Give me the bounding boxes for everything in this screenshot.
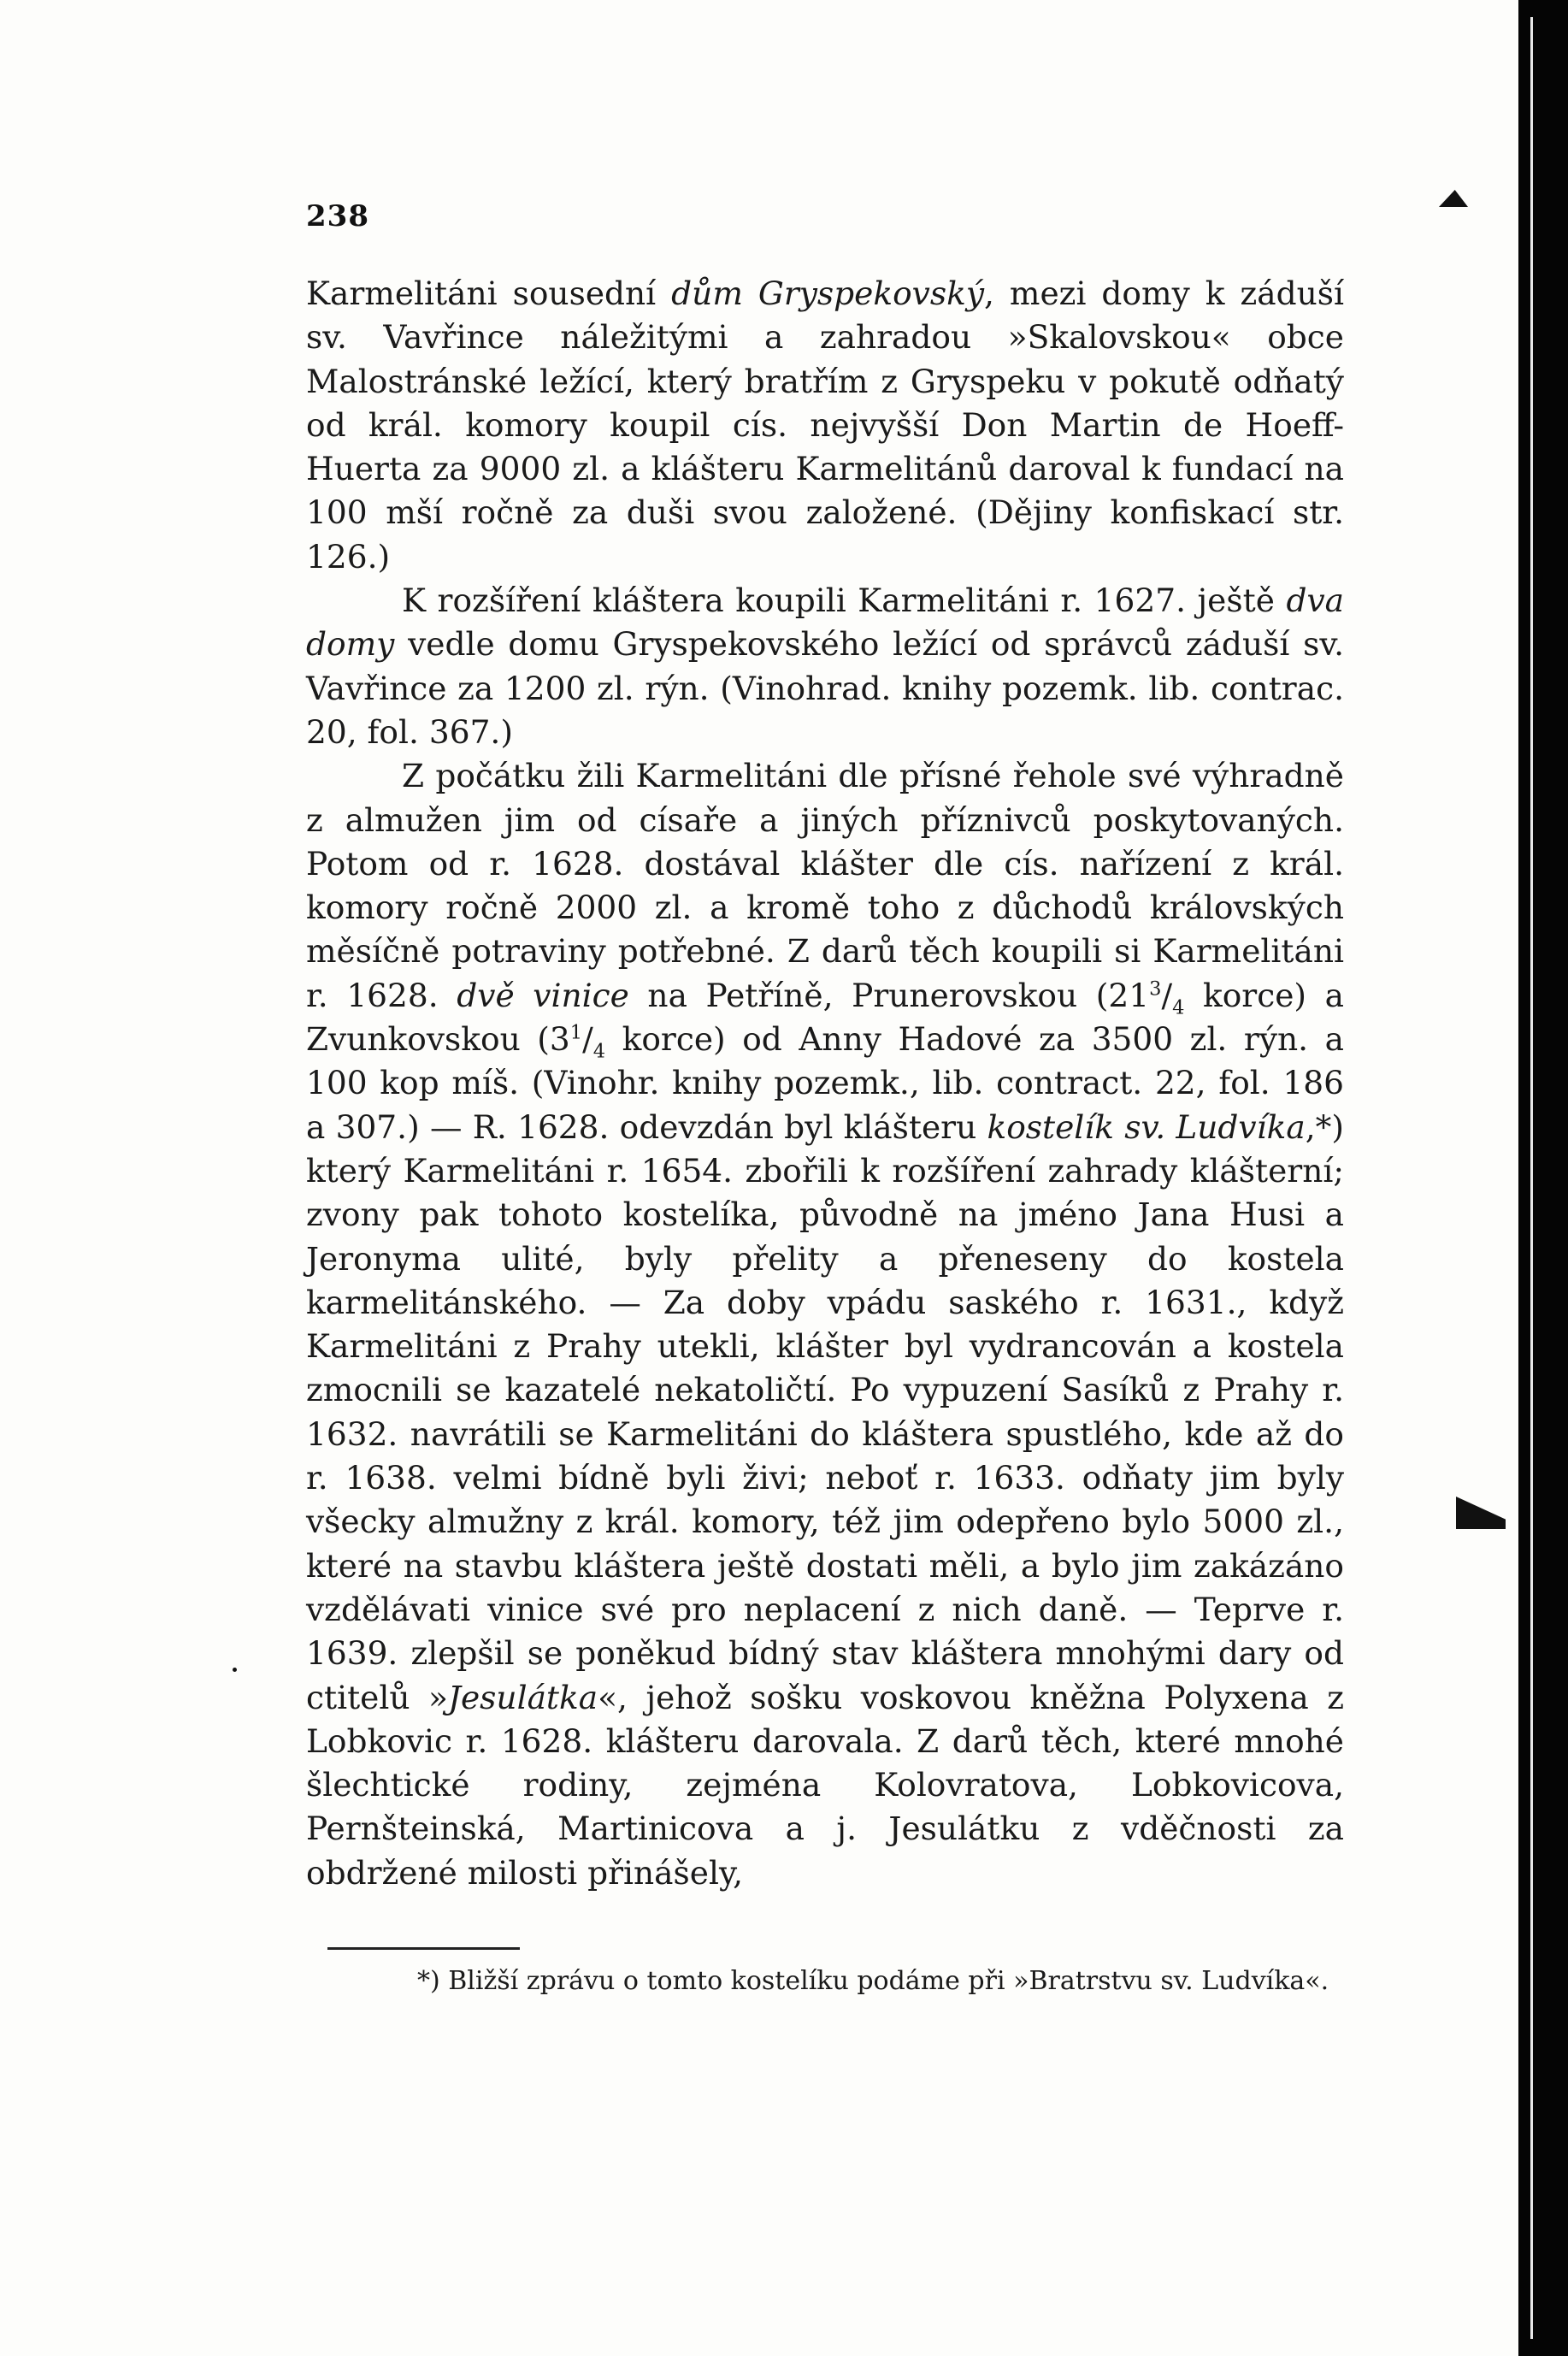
- scan-dot-left: [233, 1668, 237, 1672]
- paragraph-1: Karmelitáni sousední dům Gryspekovský, mezi domy k záduší sv. Vavřince náležitými a zahradou »Skalovskou« obce Malostránské ležící, který bratřím z Gryspeku v pokutě odňatý od král. komory koupil cís. nejvyšší Don Martin de Hoeff-Huerta za 9000 zl. a klášteru Karmelitánů daroval k fundací na 100 mší ročně za duši svou založené. (Dějiny konfiskací str. 126.): [306, 275, 1344, 576]
- body-text: [306, 272, 1344, 1895]
- paragraph-2: K rozšíření kláštera koupili Karmelitáni r. 1627. ještě dva domy vedle domu Gryspekovského ležící od správců záduší sv. Vavřince za 1200 zl. rýn. (Vinohrad. knihy pozemk. lib. contrac. 20, fol. 367.): [306, 582, 1344, 751]
- footnote-divider: [327, 1947, 520, 1950]
- scan-border: [1518, 0, 1568, 2356]
- footnote: *) Bližší zprávu o tomto kostelíku podáme při »Bratrstvu sv. Ludvíka«.: [417, 1966, 1329, 1996]
- paragraph-3: Z počátku žili Karmelitáni dle přísné řehole své výhradně z almužen jim od císaře a jiných příznivců poskytovaných. Potom od r. 1628. dostával klášter dle cís. nařízení z král. komory ročně 2000 zl. a kromě toho z důchodů královských měsíčně potraviny potřebné. Z darů těch koupili si Karmelitáni r. 1628. dvě vinice na Petříně, Prunerovskou ($21^3/_4$ korce) a Zvunkovskou ($3^1/_4$ korce) od Anny Hadové za 3500 zl. rýn. a 100 kop míš. (Vinohr. knihy pozemk., lib. contract. 22, fol. 186 a 307.) — R. 1628. odevzdán byl klášteru kostelík sv. Ludvíka,*) který Karmelitáni r. 1654. zbořili k rozšíření zahrady klášterní; zvony pak tohoto kostelíka, původně na jméno Jana Husi a Jeronyma ulité, byly přelity a přeneseny do kostela karmelitánského. — Za doby vpádu saského r. 1631., když Karmelitáni z Prahy utekli, klášter byl vydrancován a kostela zmocnili se kazatelé nekatoličtí. Po vypuzení Sasíků z Prahy r. 1632. navrátili se Karmelitáni do kláštera spustlého, kde až do r. 1638. velmi bídně byli živi; neboť r. 1633. odňaty jim byly všecky almužny z král. komory, též jim odepřeno bylo 5000 zl., které na stavbu kláštera ještě dostati měli, a bylo jim zakázáno vzdělávati vinice své pro neplacení z nich daně. — Teprve r. 1639. zlepšil se poněkud bídný stav kláštera mnohými dary od ctitelů »Jesulátka«, jehož sošku voskovou kněžna Polyxena z Lobkovic r. 1628. klášteru darovala. Z darů těch, které mnohé šlechtické rodiny, zejména Kolovratova, Lobkovicova, Pernšteinská, Martinicova a j. Jesulátku z vděčnosti za obdržené milosti přinášely,: [306, 757, 1345, 1892]
- scan-border-line: [1530, 17, 1533, 2339]
- page-number: 238: [306, 199, 369, 233]
- scan-mark-top: [1439, 190, 1468, 207]
- scan-mark-middle: [1456, 1497, 1506, 1529]
